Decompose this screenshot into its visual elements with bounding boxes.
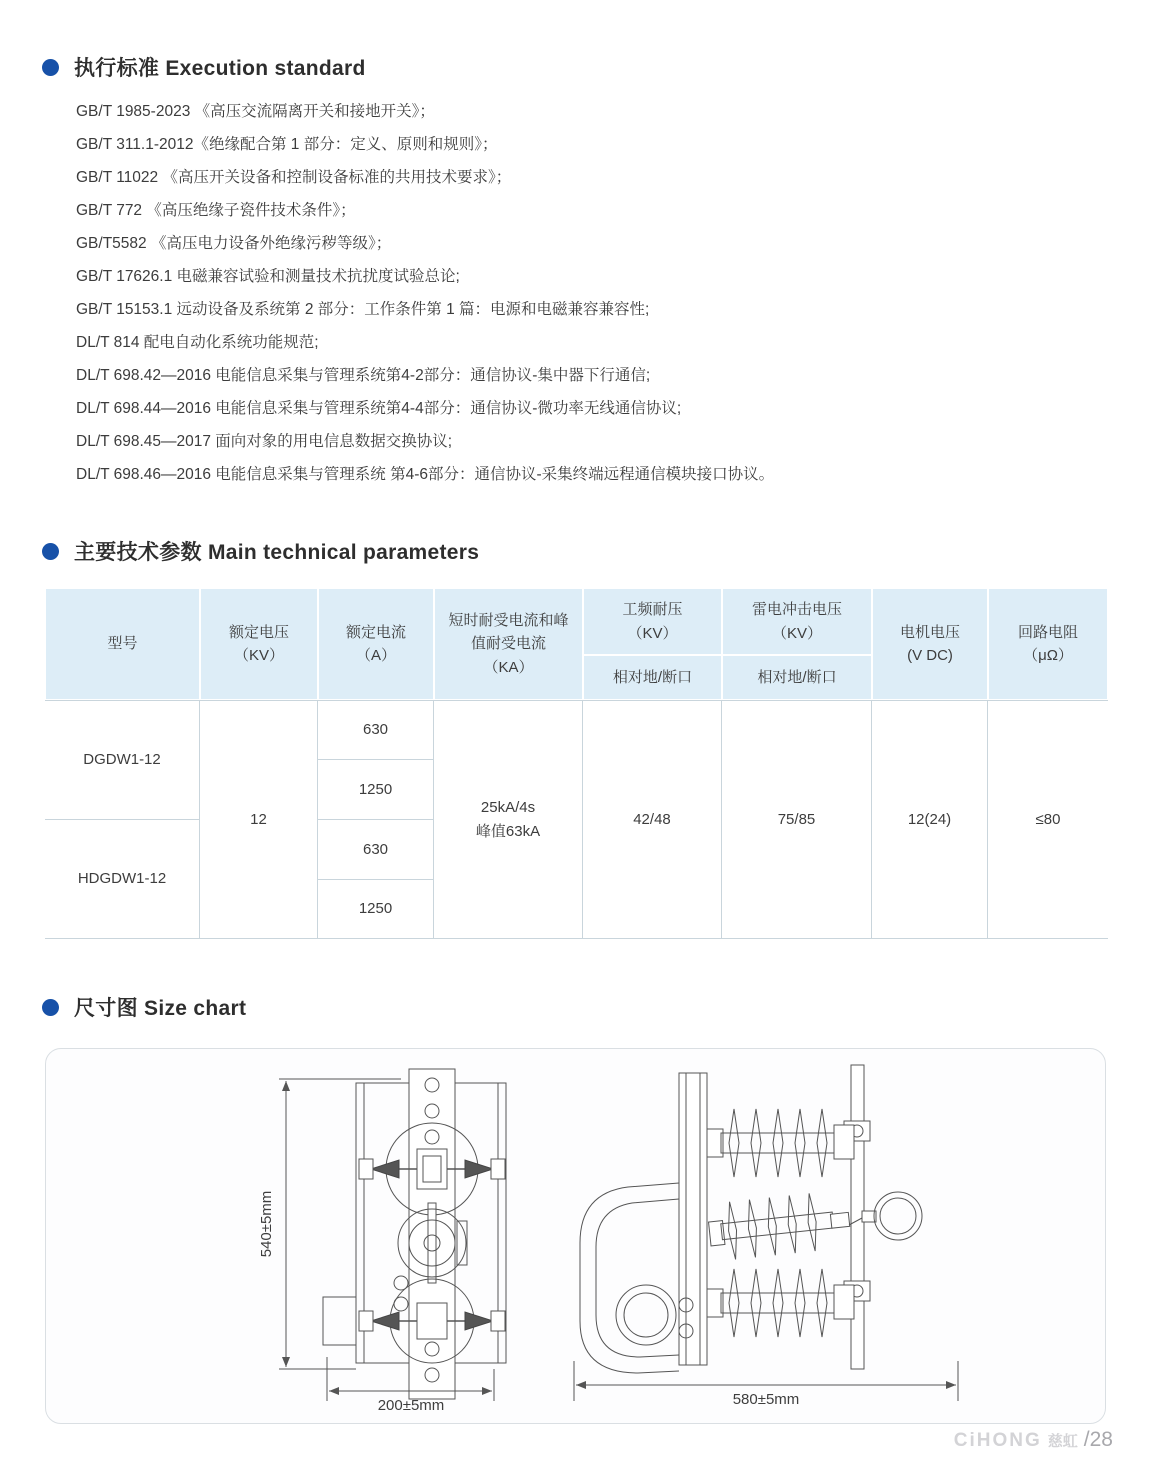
page-number: /28 [1083,1428,1113,1451]
withstand-value-line1: 25kA/4s [480,798,536,816]
header-sublabel: 相对地/断口 [757,668,837,686]
section-title-standards [42,52,366,82]
col-header-short-withstand [434,588,583,700]
cell-lightning [722,700,872,939]
dim-width-front-label: 580±5mm [732,1391,800,1408]
header-unit: （KV） [233,647,284,664]
top-insulator [707,1109,854,1177]
current-value: 630 [362,840,389,858]
standard-line: GB/T 11022 《高压开关设备和控制设备标准的共用技术要求》； [76,169,512,186]
standard-line: GB/T 1985-2023 《高压交流隔离开关和接地开关》； [76,103,435,120]
standard-line: DL/T 814 配电自动化系统功能规范; [76,334,319,351]
cell-rated-voltage [200,700,318,939]
brand-logo: CiHONG [953,1430,1042,1451]
section-title-text [74,536,479,566]
section-title-size-chart [42,992,246,1022]
standard-line: DL/T 698.44—2016 电能信息采集与管理系统第4-4部分：通信协议-微功率无线通信协议; [76,400,682,417]
section-bullet-icon [42,999,59,1016]
size-chart-panel [45,1048,1106,1424]
header-unit: （KV） [771,624,822,642]
header-label: 短时耐受电流和峰值耐受电流 [448,612,569,653]
standard-line: GB/T5582 《高压电力设备外绝缘污秽等级》； [76,235,392,252]
standard-line: GB/T 772 《高压绝缘子瓷件技术条件》； [76,202,356,219]
title-cn: 尺寸图 [74,997,138,1020]
col-header-power-freq [583,588,722,655]
section-bullet-icon [42,59,59,76]
header-label: 回路电阻 [1017,623,1078,641]
front-view-drawing [566,1063,986,1415]
col-header-motor-voltage [872,588,988,700]
header-label: 型号 [107,635,138,653]
standard-line: GB/T 15153.1 远动设备及系统第 2 部分：工作条件第 1 篇：电源和电磁兼容兼容性; [76,301,650,318]
cell-current-1 [318,700,434,760]
cell-power-freq [583,700,722,939]
cell-model-2 [45,820,200,939]
brand-logo-cn: 慈虹 [1047,1433,1078,1450]
col-header-rated-current [318,588,434,700]
current-value: 1250 [358,900,393,917]
sub-header-lightning [722,655,872,700]
side-view-drawing [251,1061,541,1413]
model-value: DGDW1-12 [83,751,161,768]
header-unit: （A） [355,647,396,664]
section-title-parameters [42,536,479,566]
power-freq-value: 42/48 [633,810,671,828]
header-unit: （KA） [483,658,534,676]
section-title-text [74,992,246,1022]
model-value: HDGDW1-12 [77,870,167,887]
parameters-table [45,588,1108,939]
title-en: Size chart [144,997,247,1020]
cell-current-4 [318,880,434,939]
standard-line: DL/T 698.46—2016 电能信息采集与管理系统 第4-6部分：通信协议-采集终端远程通信模块接口协议。 [76,466,775,483]
withstand-value-line2: 峰值63kA [475,822,541,840]
title-cn: 主要技术参数 [74,541,202,564]
motor-voltage-value: 12(24) [907,810,952,828]
header-label: 额定电流 [345,623,406,641]
header-label: 雷电冲击电压 [751,601,842,619]
current-value: 630 [362,721,389,738]
standard-line: DL/T 698.45—2017 面向对象的用电信息数据交换协议; [76,433,453,450]
header-unit: (V DC) [907,647,953,664]
cell-model-1 [45,700,200,820]
current-value: 1250 [358,780,393,798]
bottom-insulator [707,1269,854,1337]
header-unit: （μΩ） [1023,647,1073,664]
loop-resistance-value: ≤80 [1035,810,1061,828]
footer [954,1428,1113,1452]
title-en: Execution standard [165,57,366,80]
cell-current-2 [318,760,434,820]
standard-line: GB/T 311.1-2012《绝缘配合第 1 部分：定义、原则和规则》； [76,136,498,153]
middle-insulator [707,1190,852,1262]
col-header-lightning [722,588,872,655]
header-sublabel: 相对地/断口 [612,668,693,686]
title-cn: 执行标准 [74,57,160,80]
standards-list [76,95,1096,491]
header-label: 电机电压 [899,623,960,641]
cell-motor-voltage [872,700,988,939]
standard-line: DL/T 698.42—2016 电能信息采集与管理系统第4-2部分：通信协议-集中器下行通信; [76,367,651,384]
cell-loop-resistance [988,700,1108,939]
voltage-value: 12 [250,810,267,828]
header-label: 工频耐压 [622,601,683,619]
cell-short-withstand [434,700,583,939]
cell-current-3 [318,820,434,880]
col-header-rated-voltage [200,588,318,700]
lightning-value: 75/85 [777,810,816,828]
section-bullet-icon [42,543,59,560]
section-title-text [74,52,366,82]
standard-line: GB/T 17626.1 电磁兼容试验和测量技术抗扰度试验总论; [76,268,460,285]
dim-width-side-label: 200±5mm [377,1397,445,1413]
header-unit: （KV） [627,624,678,642]
title-en: Main technical parameters [207,541,480,564]
dim-height-label: 540±5mm [258,1190,275,1258]
sub-header-power-freq [583,655,722,700]
header-label: 额定电压 [228,623,289,641]
col-header-loop-resistance [988,588,1108,700]
col-header-model [45,588,200,700]
